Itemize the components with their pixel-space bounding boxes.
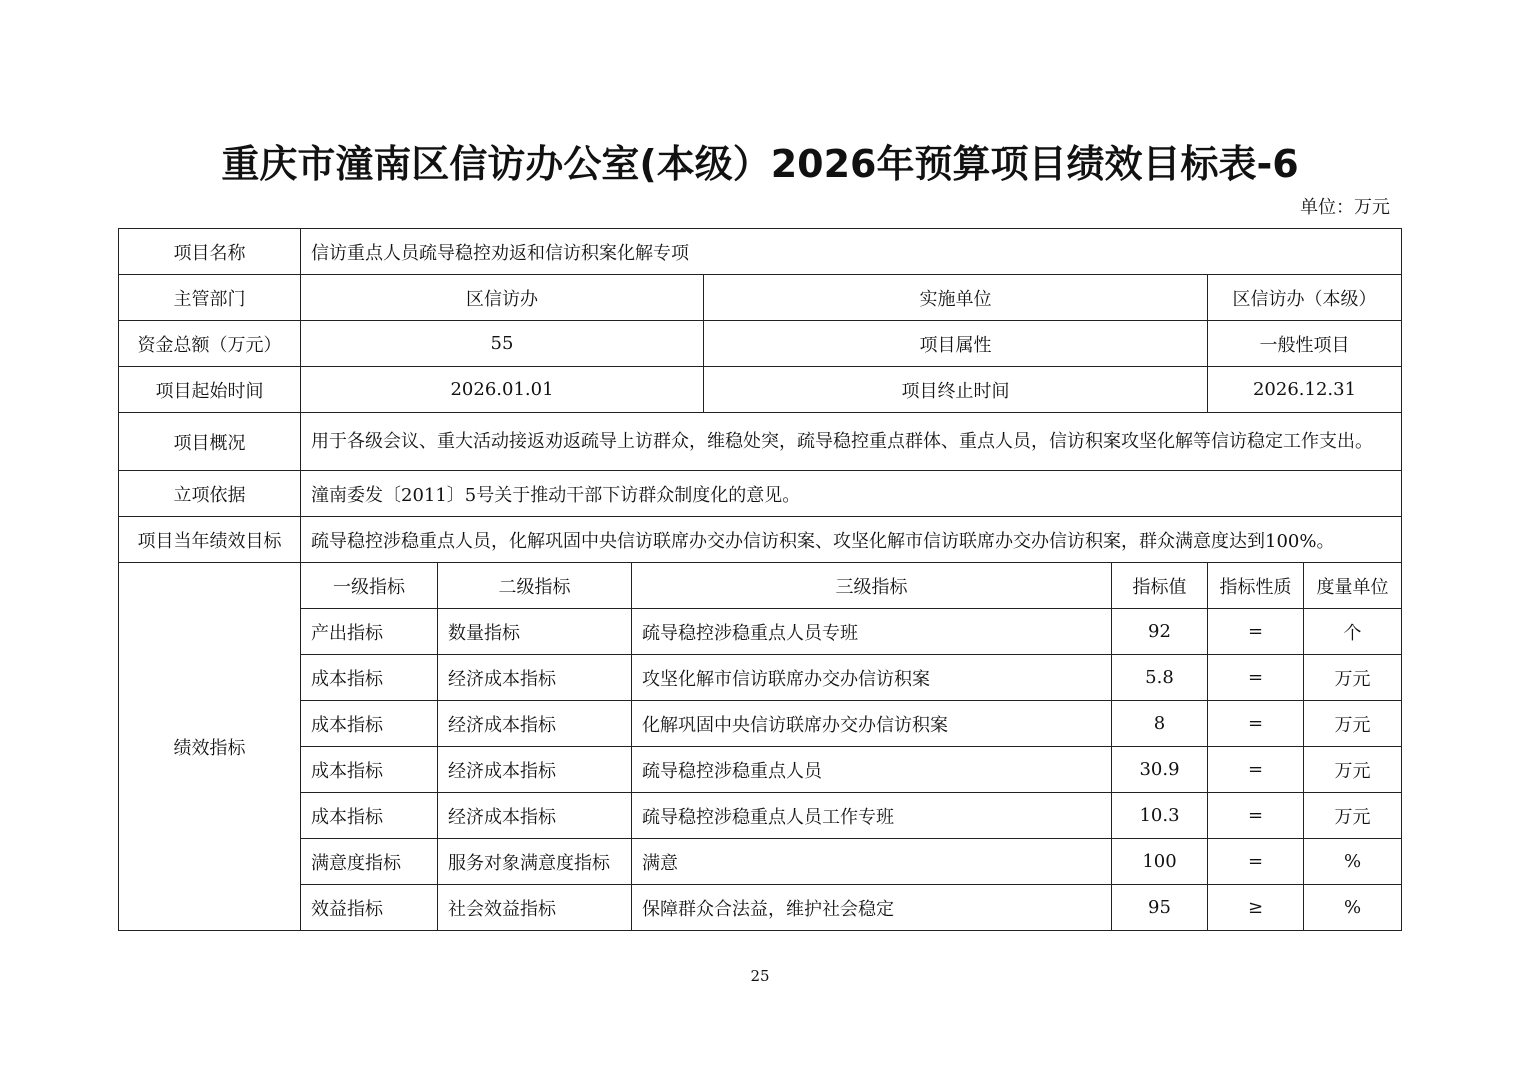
- unit-cell: 万元: [1304, 793, 1402, 839]
- unit-cell: 万元: [1304, 655, 1402, 701]
- basis-label: 立项依据: [119, 471, 301, 517]
- value-cell: 30.9: [1112, 747, 1208, 793]
- end-value: 2026.12.31: [1208, 367, 1402, 413]
- table-row: [119, 793, 1402, 839]
- level1-cell: 满意度指标: [301, 839, 438, 885]
- level3-cell: 化解巩固中央信访联席办交办信访积案: [632, 701, 1112, 747]
- row-goal: [119, 517, 1402, 563]
- row-fund: [119, 321, 1402, 367]
- level1-cell: 产出指标: [301, 609, 438, 655]
- level2-cell: 社会效益指标: [438, 885, 632, 931]
- attr-label: 项目属性: [704, 321, 1208, 367]
- fund-label: 资金总额（万元）: [119, 321, 301, 367]
- unit-cell: 万元: [1304, 701, 1402, 747]
- value-cell: 10.3: [1112, 793, 1208, 839]
- header-level1: 一级指标: [301, 563, 438, 609]
- header-level3: 三级指标: [632, 563, 1112, 609]
- unit-cell: 万元: [1304, 747, 1402, 793]
- project-name-value: 信访重点人员疏导稳控劝返和信访积案化解专项: [301, 229, 1402, 275]
- row-project-name: [119, 229, 1402, 275]
- row-dept: [119, 275, 1402, 321]
- level2-cell: 经济成本指标: [438, 701, 632, 747]
- fund-value: 55: [301, 321, 704, 367]
- header-value: 指标值: [1112, 563, 1208, 609]
- header-nature: 指标性质: [1208, 563, 1304, 609]
- level3-cell: 疏导稳控涉稳重点人员: [632, 747, 1112, 793]
- page-title: 重庆市潼南区信访办公室(本级）2026年预算项目绩效目标表-6: [221, 142, 1299, 186]
- level2-cell: 数量指标: [438, 609, 632, 655]
- nature-cell: =: [1208, 793, 1304, 839]
- unit-label: 单位：万元: [1300, 197, 1390, 218]
- dept-value: 区信访办: [301, 275, 704, 321]
- unit-cell: 个: [1304, 609, 1402, 655]
- nature-cell: =: [1208, 701, 1304, 747]
- row-time: [119, 367, 1402, 413]
- nature-cell: =: [1208, 839, 1304, 885]
- basis-value: 潼南委发〔2011〕5号关于推动干部下访群众制度化的意见。: [301, 471, 1402, 517]
- table-row: [119, 839, 1402, 885]
- impl-value: 区信访办（本级）: [1208, 275, 1402, 321]
- project-name-label: 项目名称: [119, 229, 301, 275]
- level2-cell: 经济成本指标: [438, 747, 632, 793]
- level1-cell: 效益指标: [301, 885, 438, 931]
- level1-cell: 成本指标: [301, 655, 438, 701]
- table-row: [119, 609, 1402, 655]
- goal-value: 疏导稳控涉稳重点人员，化解巩固中央信访联席办交办信访积案、攻坚化解市信访联席办交办信访积案，群众满意度达到100%。: [301, 517, 1402, 563]
- start-label: 项目起始时间: [119, 367, 301, 413]
- nature-cell: ≥: [1208, 885, 1304, 931]
- level1-cell: 成本指标: [301, 793, 438, 839]
- value-cell: 100: [1112, 839, 1208, 885]
- performance-table: [118, 228, 1402, 931]
- level2-cell: 服务对象满意度指标: [438, 839, 632, 885]
- header-unit: 度量单位: [1304, 563, 1402, 609]
- level3-cell: 疏导稳控涉稳重点人员专班: [632, 609, 1112, 655]
- level2-cell: 经济成本指标: [438, 793, 632, 839]
- overview-value: 用于各级会议、重大活动接返劝返疏导上访群众，维稳处突，疏导稳控重点群体、重点人员，信访积案攻坚化解等信访稳定工作支出。: [301, 413, 1402, 471]
- indicator-header-row: [119, 563, 1402, 609]
- value-cell: 95: [1112, 885, 1208, 931]
- level3-cell: 满意: [632, 839, 1112, 885]
- level3-cell: 保障群众合法益，维护社会稳定: [632, 885, 1112, 931]
- table-row: [119, 747, 1402, 793]
- row-overview: [119, 413, 1402, 471]
- value-cell: 5.8: [1112, 655, 1208, 701]
- unit-cell: %: [1304, 839, 1402, 885]
- row-basis: [119, 471, 1402, 517]
- nature-cell: =: [1208, 609, 1304, 655]
- nature-cell: =: [1208, 655, 1304, 701]
- header-level2: 二级指标: [438, 563, 632, 609]
- page-number: 25: [750, 967, 770, 985]
- dept-label: 主管部门: [119, 275, 301, 321]
- start-value: 2026.01.01: [301, 367, 704, 413]
- table-row: [119, 655, 1402, 701]
- level3-cell: 疏导稳控涉稳重点人员工作专班: [632, 793, 1112, 839]
- level1-cell: 成本指标: [301, 701, 438, 747]
- nature-cell: =: [1208, 747, 1304, 793]
- attr-value: 一般性项目: [1208, 321, 1402, 367]
- level1-cell: 成本指标: [301, 747, 438, 793]
- table-row: [119, 701, 1402, 747]
- value-cell: 92: [1112, 609, 1208, 655]
- impl-label: 实施单位: [704, 275, 1208, 321]
- level2-cell: 经济成本指标: [438, 655, 632, 701]
- indicator-section-label: 绩效指标: [119, 563, 301, 931]
- goal-label: 项目当年绩效目标: [119, 517, 301, 563]
- overview-label: 项目概况: [119, 413, 301, 471]
- end-label: 项目终止时间: [704, 367, 1208, 413]
- table-row: [119, 885, 1402, 931]
- value-cell: 8: [1112, 701, 1208, 747]
- level3-cell: 攻坚化解市信访联席办交办信访积案: [632, 655, 1112, 701]
- unit-cell: %: [1304, 885, 1402, 931]
